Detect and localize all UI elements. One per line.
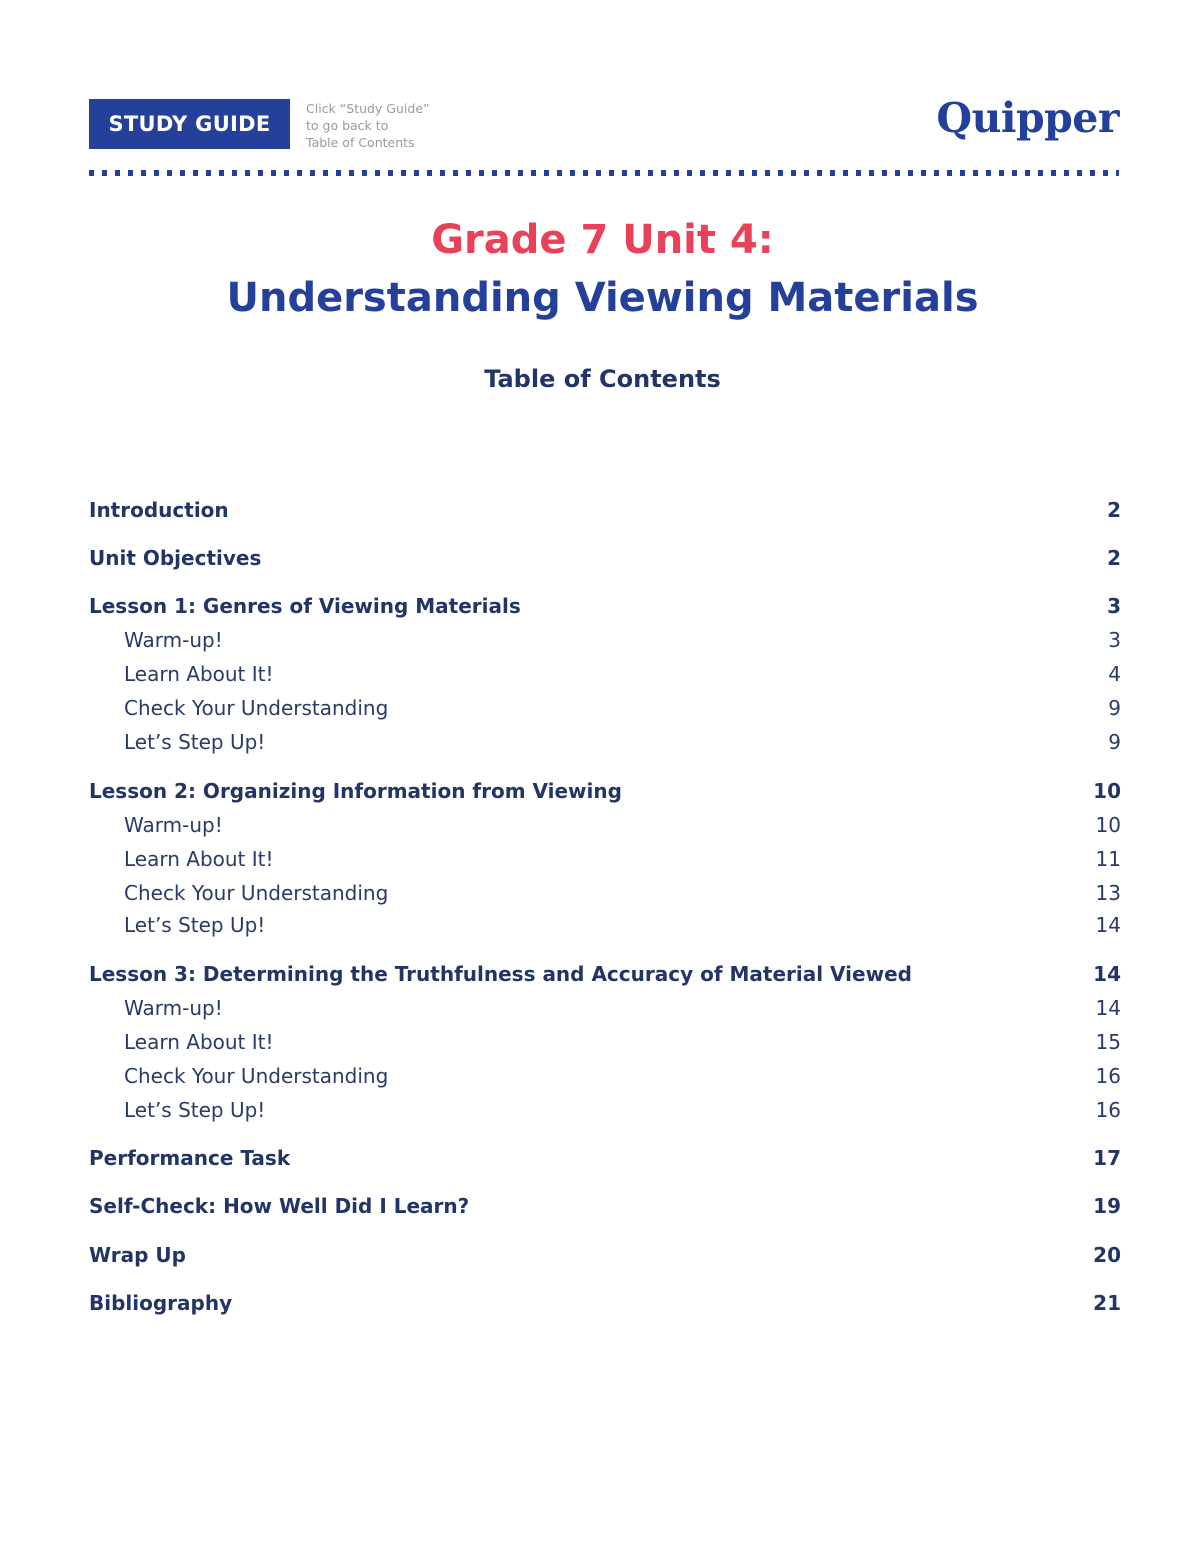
toc-entry-page: 2 [1107,546,1121,570]
toc-entry-page: 10 [1093,779,1121,803]
toc-entry-label: Bibliography [89,1291,233,1315]
toc-subentry[interactable] [89,658,1121,690]
toc-entry-label: Check Your Understanding [124,1064,389,1088]
toc-entry-page: 11 [1095,847,1121,871]
toc-subentry[interactable] [89,809,1121,841]
toc-entry-page: 19 [1093,1194,1121,1218]
toc-entry-label: Warm-up! [124,996,223,1020]
toc-entry-page: 16 [1095,1098,1121,1122]
unit-title-topic: Understanding Viewing Materials [226,275,979,321]
toc-entry-page: 17 [1093,1146,1121,1170]
toc-entry-page: 13 [1095,881,1121,905]
study-guide-button[interactable]: STUDY GUIDE [89,99,290,149]
toc-entry-page: 20 [1093,1243,1121,1267]
hint-line: Table of Contents [306,135,415,150]
toc-entry-page: 15 [1095,1030,1121,1054]
toc-entry-label: Let’s Step Up! [124,1098,266,1122]
study-guide-hint [306,100,466,151]
dotted-divider [89,170,1119,176]
toc-entry-page: 2 [1107,498,1121,522]
toc-entry-label: Lesson 3: Determining the Truthfulness and Accuracy of Material Viewed [89,962,912,986]
toc-entry-label: Lesson 1: Genres of Viewing Materials [89,594,521,618]
toc-entry-page: 14 [1095,996,1121,1020]
toc-heading: Table of Contents [484,365,721,393]
toc-entry-label: Performance Task [89,1146,291,1170]
toc-entry-page: 16 [1095,1064,1121,1088]
toc-entry-page: 14 [1095,913,1121,937]
toc-entry[interactable] [89,542,1121,574]
toc-entry-page: 10 [1095,813,1121,837]
quipper-logo: Quipper [936,94,1119,142]
toc-subentry[interactable] [89,1094,1121,1126]
toc-subentry[interactable] [89,992,1121,1024]
toc-entry-label: Warm-up! [124,628,223,652]
toc-subentry[interactable] [89,843,1121,875]
toc-entry-label: Wrap Up [89,1243,186,1267]
toc-entry-page: 4 [1108,662,1121,686]
toc-entry-label: Unit Objectives [89,546,262,570]
toc-entry[interactable] [89,775,1121,807]
toc-entry-label: Introduction [89,498,229,522]
toc-entry[interactable] [89,1142,1121,1174]
toc-subentry[interactable] [89,624,1121,656]
toc-entry-label: Warm-up! [124,813,223,837]
toc-subentry[interactable] [89,692,1121,724]
toc-entry-page: 21 [1093,1291,1121,1315]
toc-entry-label: Lesson 2: Organizing Information from Viewing [89,779,622,803]
toc-entry[interactable] [89,494,1121,526]
toc-entry[interactable] [89,1239,1121,1271]
toc-entry-label: Learn About It! [124,847,274,871]
hint-line: Click “Study Guide” [306,101,430,116]
toc-subentry[interactable] [89,1026,1121,1058]
toc-entry[interactable] [89,1190,1121,1222]
toc-entry-page: 9 [1108,696,1121,720]
toc-entry-label: Self-Check: How Well Did I Learn? [89,1194,470,1218]
toc-subentry[interactable] [89,909,1121,941]
toc-entry-page: 3 [1107,594,1121,618]
toc-entry-label: Let’s Step Up! [124,913,266,937]
toc-entry[interactable] [89,958,1121,990]
toc-entry-label: Check Your Understanding [124,881,389,905]
toc-entry-label: Let’s Step Up! [124,730,266,754]
toc-entry-page: 3 [1108,628,1121,652]
toc-subentry[interactable] [89,877,1121,909]
toc-entry-page: 9 [1108,730,1121,754]
toc-subentry[interactable] [89,726,1121,758]
toc-entry[interactable] [89,590,1121,622]
toc-entry-label: Check Your Understanding [124,696,389,720]
toc-entry-page: 14 [1093,962,1121,986]
toc-entry[interactable] [89,1287,1121,1319]
hint-line: to go back to [306,118,389,133]
toc-entry-label: Learn About It! [124,1030,274,1054]
toc-subentry[interactable] [89,1060,1121,1092]
toc-entry-label: Learn About It! [124,662,274,686]
unit-title-grade: Grade 7 Unit 4: [431,217,774,263]
